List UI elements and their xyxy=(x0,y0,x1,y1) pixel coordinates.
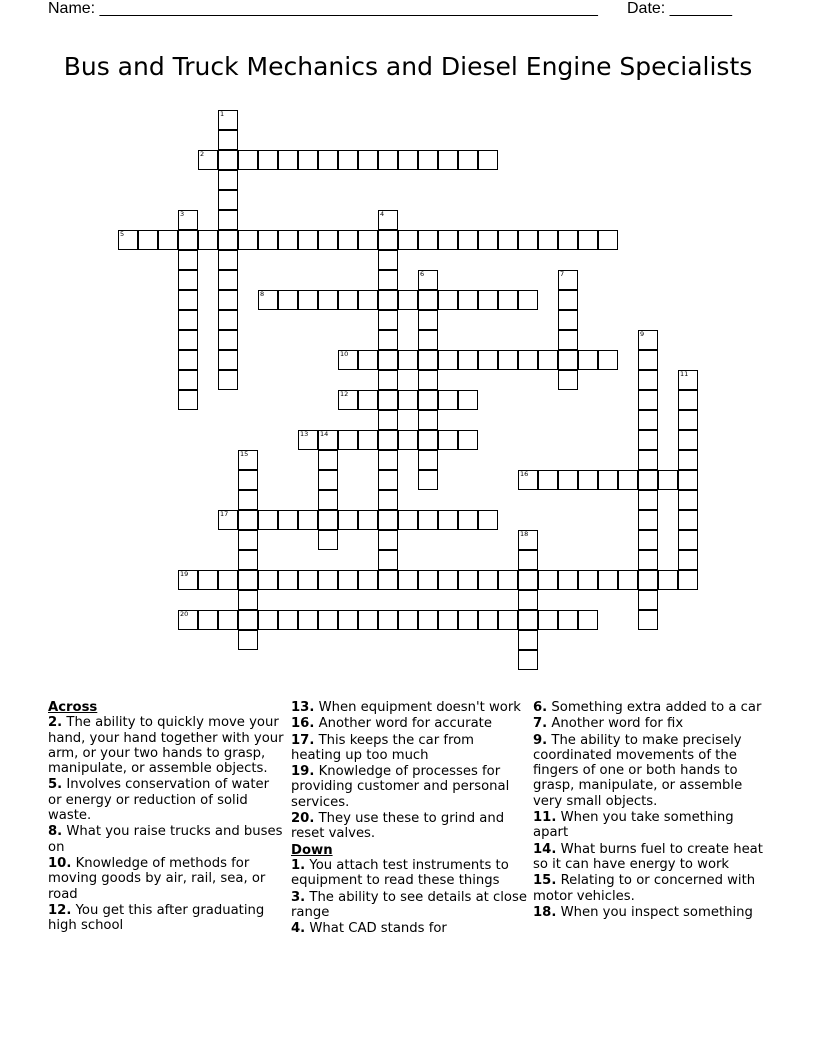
grid-cell[interactable] xyxy=(398,290,418,310)
grid-cell[interactable] xyxy=(458,150,478,170)
grid-cell[interactable] xyxy=(658,570,678,590)
grid-cell[interactable] xyxy=(378,610,398,630)
grid-cell[interactable] xyxy=(418,390,438,410)
grid-cell[interactable] xyxy=(478,570,498,590)
grid-cell[interactable] xyxy=(238,590,258,610)
grid-cell[interactable] xyxy=(498,610,518,630)
clue-number: 9 xyxy=(640,330,645,338)
clue-across-13: 13. When equipment doesn't work xyxy=(291,700,521,715)
grid-cell[interactable] xyxy=(638,370,658,390)
grid-cell[interactable] xyxy=(638,450,658,470)
grid-cell[interactable] xyxy=(118,230,138,250)
clue-down-6: 6. Something extra added to a car xyxy=(533,700,762,715)
grid-cell[interactable] xyxy=(218,370,238,390)
clue-number: 7 xyxy=(560,270,565,278)
grid-cell[interactable] xyxy=(178,290,198,310)
grid-cell[interactable] xyxy=(378,450,398,470)
grid-cell[interactable] xyxy=(458,430,478,450)
grid-cell[interactable] xyxy=(678,370,698,390)
clue-down-1: 1. You attach test instruments to equipment to read these things xyxy=(291,857,509,889)
grid-cell[interactable] xyxy=(478,290,498,310)
grid-cell[interactable] xyxy=(378,150,398,170)
grid-cell[interactable] xyxy=(278,510,298,530)
grid-cell[interactable] xyxy=(378,570,398,590)
grid-cell[interactable] xyxy=(378,370,398,390)
grid-cell[interactable] xyxy=(178,250,198,270)
grid-cell[interactable] xyxy=(458,570,478,590)
grid-cell[interactable] xyxy=(218,290,238,310)
clue-down-15: 15. Relating to or concerned with motor vehicles. xyxy=(533,873,756,904)
clues-column-2 xyxy=(291,700,527,937)
grid-cell[interactable] xyxy=(418,470,438,490)
clue-number: 5 xyxy=(120,230,125,238)
grid-cell[interactable] xyxy=(218,250,238,270)
grid-cell[interactable] xyxy=(578,470,598,490)
grid-cell[interactable] xyxy=(338,430,358,450)
grid-cell[interactable] xyxy=(438,230,458,250)
grid-cell[interactable] xyxy=(678,430,698,450)
grid-cell[interactable] xyxy=(358,510,378,530)
grid-cell[interactable] xyxy=(638,530,658,550)
grid-cell[interactable] xyxy=(258,570,278,590)
grid-cell[interactable] xyxy=(678,410,698,430)
grid-cell[interactable] xyxy=(358,570,378,590)
grid-cell[interactable] xyxy=(538,570,558,590)
date-field: Date: _______ xyxy=(627,0,732,17)
grid-cell[interactable] xyxy=(478,610,498,630)
grid-cell[interactable] xyxy=(338,290,358,310)
clue-number: 13 xyxy=(300,430,309,438)
grid-cell[interactable] xyxy=(358,290,378,310)
grid-cell[interactable] xyxy=(258,290,278,310)
grid-cell[interactable] xyxy=(378,430,398,450)
grid-cell[interactable] xyxy=(218,610,238,630)
grid-cell[interactable] xyxy=(298,230,318,250)
clue-down-4: 4. What CAD stands for xyxy=(291,921,447,937)
grid-cell[interactable] xyxy=(598,470,618,490)
grid-cell[interactable] xyxy=(278,610,298,630)
grid-cell[interactable] xyxy=(538,350,558,370)
grid-cell[interactable] xyxy=(238,450,258,470)
clue-number: 3 xyxy=(180,210,185,218)
grid-cell[interactable] xyxy=(218,310,238,330)
grid-cell[interactable] xyxy=(558,330,578,350)
grid-cell[interactable] xyxy=(358,230,378,250)
grid-cell[interactable] xyxy=(538,470,558,490)
grid-cell[interactable] xyxy=(378,210,398,230)
grid-cell[interactable] xyxy=(398,430,418,450)
grid-cell[interactable] xyxy=(518,630,538,650)
grid-cell[interactable] xyxy=(378,470,398,490)
grid-cell[interactable] xyxy=(238,490,258,510)
grid-cell[interactable] xyxy=(678,450,698,470)
grid-cell[interactable] xyxy=(298,570,318,590)
grid-cell[interactable] xyxy=(418,510,438,530)
grid-cell[interactable] xyxy=(378,330,398,350)
grid-cell[interactable] xyxy=(318,430,338,450)
grid-cell[interactable] xyxy=(418,350,438,370)
grid-cell[interactable] xyxy=(198,230,218,250)
clue-number: 16 xyxy=(520,470,529,478)
grid-cell[interactable] xyxy=(418,410,438,430)
grid-cell[interactable] xyxy=(338,390,358,410)
grid-cell[interactable] xyxy=(258,230,278,250)
grid-cell[interactable] xyxy=(378,290,398,310)
grid-cell[interactable] xyxy=(558,290,578,310)
grid-cell[interactable] xyxy=(558,270,578,290)
grid-cell[interactable] xyxy=(418,290,438,310)
clue-number: 2 xyxy=(200,150,205,158)
grid-cell[interactable] xyxy=(638,350,658,370)
grid-cell[interactable] xyxy=(238,470,258,490)
clue-across-2: 2. The ability to quickly move your hand, your hand together with your arm, or your two hands to grasp, manipulate, or assemble objects. xyxy=(48,715,284,777)
clue-across-17: 17. This keeps the car from heating up too much xyxy=(291,732,475,763)
grid-cell[interactable] xyxy=(678,490,698,510)
clue-down-14: 14. What burns fuel to create heat so it can have energy to work xyxy=(533,841,763,872)
grid-cell[interactable] xyxy=(218,170,238,190)
grid-cell[interactable] xyxy=(178,310,198,330)
grid-cell[interactable] xyxy=(378,530,398,550)
grid-cell[interactable] xyxy=(618,470,638,490)
grid-cell[interactable] xyxy=(318,230,338,250)
grid-cell[interactable] xyxy=(558,370,578,390)
grid-cell[interactable] xyxy=(558,230,578,250)
grid-cell[interactable] xyxy=(358,150,378,170)
grid-cell[interactable] xyxy=(378,490,398,510)
grid-cell[interactable] xyxy=(418,430,438,450)
grid-cell[interactable] xyxy=(378,250,398,270)
grid-cell[interactable] xyxy=(358,350,378,370)
grid-cell[interactable] xyxy=(398,150,418,170)
grid-cell[interactable] xyxy=(218,110,238,130)
grid-cell[interactable] xyxy=(418,450,438,470)
grid-cell[interactable] xyxy=(238,610,258,630)
grid-cell[interactable] xyxy=(518,230,538,250)
grid-cell[interactable] xyxy=(638,610,658,630)
grid-cell[interactable] xyxy=(158,230,178,250)
grid-cell[interactable] xyxy=(678,470,698,490)
grid-cell[interactable] xyxy=(438,290,458,310)
grid-cell[interactable] xyxy=(418,230,438,250)
grid-cell[interactable] xyxy=(638,550,658,570)
grid-cell[interactable] xyxy=(318,610,338,630)
grid-cell[interactable] xyxy=(398,230,418,250)
grid-cell[interactable] xyxy=(378,410,398,430)
grid-cell[interactable] xyxy=(218,510,238,530)
grid-cell[interactable] xyxy=(318,530,338,550)
grid-cell[interactable] xyxy=(638,330,658,350)
grid-cell[interactable] xyxy=(238,150,258,170)
grid-cell[interactable] xyxy=(358,430,378,450)
grid-cell[interactable] xyxy=(458,510,478,530)
grid-cell[interactable] xyxy=(578,230,598,250)
clue-across-12: 12. You get this after graduating high school xyxy=(48,902,265,934)
grid-cell[interactable] xyxy=(378,230,398,250)
clue-number: 11 xyxy=(680,370,689,378)
grid-cell[interactable] xyxy=(578,610,598,630)
clue-number: 1 xyxy=(220,110,225,118)
clue-across-5: 5. Involves conservation of water or energy or reduction of solid waste. xyxy=(48,777,270,824)
grid-cell[interactable] xyxy=(398,390,418,410)
grid-cell[interactable] xyxy=(138,230,158,250)
grid-cell[interactable] xyxy=(278,570,298,590)
grid-cell[interactable] xyxy=(638,390,658,410)
grid-cell[interactable] xyxy=(678,570,698,590)
grid-cell[interactable] xyxy=(178,270,198,290)
grid-cell[interactable] xyxy=(538,230,558,250)
grid-cell[interactable] xyxy=(338,610,358,630)
grid-cell[interactable] xyxy=(498,230,518,250)
grid-cell[interactable] xyxy=(318,570,338,590)
grid-cell[interactable] xyxy=(338,230,358,250)
grid-cell[interactable] xyxy=(638,490,658,510)
grid-cell[interactable] xyxy=(458,230,478,250)
grid-cell[interactable] xyxy=(518,470,538,490)
grid-cell[interactable] xyxy=(518,610,538,630)
grid-cell[interactable] xyxy=(678,550,698,570)
grid-cell[interactable] xyxy=(218,150,238,170)
grid-cell[interactable] xyxy=(478,150,498,170)
grid-cell[interactable] xyxy=(458,610,478,630)
grid-cell[interactable] xyxy=(518,590,538,610)
clue-across-16: 16. Another word for accurate xyxy=(291,716,492,732)
grid-cell[interactable] xyxy=(558,350,578,370)
grid-cell[interactable] xyxy=(178,370,198,390)
grid-cell[interactable] xyxy=(638,470,658,490)
grid-cell[interactable] xyxy=(218,210,238,230)
grid-cell[interactable] xyxy=(298,290,318,310)
clue-number: 20 xyxy=(180,610,189,618)
grid-cell[interactable] xyxy=(378,390,398,410)
grid-cell[interactable] xyxy=(518,530,538,550)
grid-cell[interactable] xyxy=(518,650,538,670)
grid-cell[interactable] xyxy=(218,330,238,350)
grid-cell[interactable] xyxy=(178,570,198,590)
grid-cell[interactable] xyxy=(458,390,478,410)
grid-cell[interactable] xyxy=(378,550,398,570)
grid-cell[interactable] xyxy=(298,510,318,530)
clue-number: 4 xyxy=(380,210,385,218)
grid-cell[interactable] xyxy=(218,230,238,250)
grid-cell[interactable] xyxy=(298,150,318,170)
grid-cell[interactable] xyxy=(378,510,398,530)
grid-cell[interactable] xyxy=(518,570,538,590)
grid-cell[interactable] xyxy=(438,430,458,450)
puzzle-title: Bus and Truck Mechanics and Diesel Engine Specialists xyxy=(63,52,753,81)
grid-cell[interactable] xyxy=(318,450,338,470)
grid-cell[interactable] xyxy=(558,470,578,490)
grid-cell[interactable] xyxy=(458,350,478,370)
grid-cell[interactable] xyxy=(438,150,458,170)
clues-column-3 xyxy=(533,700,769,921)
grid-cell[interactable] xyxy=(438,390,458,410)
grid-cell[interactable] xyxy=(458,290,478,310)
grid-cell[interactable] xyxy=(518,290,538,310)
grid-cell[interactable] xyxy=(418,150,438,170)
grid-cell[interactable] xyxy=(638,430,658,450)
name-field: Name: ________________________________________________________ xyxy=(48,0,598,17)
grid-cell[interactable] xyxy=(358,390,378,410)
grid-cell[interactable] xyxy=(438,610,458,630)
grid-cell[interactable] xyxy=(418,370,438,390)
grid-cell[interactable] xyxy=(358,610,378,630)
grid-cell[interactable] xyxy=(198,610,218,630)
grid-cell[interactable] xyxy=(238,550,258,570)
grid-cell[interactable] xyxy=(398,570,418,590)
grid-cell[interactable] xyxy=(558,310,578,330)
grid-cell[interactable] xyxy=(398,510,418,530)
grid-cell[interactable] xyxy=(618,570,638,590)
clue-number: 6 xyxy=(420,270,425,278)
grid-cell[interactable] xyxy=(598,230,618,250)
grid-cell[interactable] xyxy=(498,350,518,370)
clue-across-8: 8. What you raise trucks and buses on xyxy=(48,824,283,855)
clue-number: 17 xyxy=(220,510,229,518)
grid-cell[interactable] xyxy=(558,570,578,590)
grid-cell[interactable] xyxy=(678,390,698,410)
clue-number: 12 xyxy=(340,390,349,398)
grid-cell[interactable] xyxy=(378,270,398,290)
clue-across-20: 20. They use these to grind and reset valves. xyxy=(291,811,505,842)
grid-cell[interactable] xyxy=(278,150,298,170)
clue-number: 8 xyxy=(260,290,265,298)
grid-cell[interactable] xyxy=(478,350,498,370)
across-heading: Across xyxy=(48,700,98,715)
grid-cell[interactable] xyxy=(438,350,458,370)
grid-cell[interactable] xyxy=(598,570,618,590)
grid-cell[interactable] xyxy=(418,310,438,330)
grid-cell[interactable] xyxy=(498,570,518,590)
grid-cell[interactable] xyxy=(218,350,238,370)
clue-across-10: 10. Knowledge of methods for moving goods by air, rail, sea, or road xyxy=(48,855,266,902)
grid-cell[interactable] xyxy=(238,630,258,650)
clue-number: 14 xyxy=(320,430,329,438)
grid-cell[interactable] xyxy=(518,350,538,370)
clue-down-7: 7. Another word for fix xyxy=(533,716,684,732)
grid-cell[interactable] xyxy=(638,590,658,610)
grid-cell[interactable] xyxy=(178,210,198,230)
grid-cell[interactable] xyxy=(598,350,618,370)
grid-cell[interactable] xyxy=(638,510,658,530)
grid-cell[interactable] xyxy=(638,570,658,590)
clue-number: 19 xyxy=(180,570,189,578)
grid-cell[interactable] xyxy=(418,330,438,350)
clue-number: 15 xyxy=(240,450,249,458)
grid-cell[interactable] xyxy=(198,570,218,590)
grid-cell[interactable] xyxy=(218,270,238,290)
grid-cell[interactable] xyxy=(178,230,198,250)
grid-cell[interactable] xyxy=(558,610,578,630)
grid-cell[interactable] xyxy=(298,610,318,630)
grid-cell[interactable] xyxy=(418,570,438,590)
grid-cell[interactable] xyxy=(338,350,358,370)
clue-down-9: 9. The ability to make precisely coordinated movements of the fingers of one or both hands to grasp, manipulate, or assemble very small objects. xyxy=(533,732,743,809)
clue-number: 18 xyxy=(520,530,529,538)
grid-cell[interactable] xyxy=(238,530,258,550)
grid-cell[interactable] xyxy=(278,290,298,310)
grid-cell[interactable] xyxy=(198,150,218,170)
clue-number: 10 xyxy=(340,350,349,358)
grid-cell[interactable] xyxy=(478,510,498,530)
grid-cell[interactable] xyxy=(218,130,238,150)
grid-cell[interactable] xyxy=(498,290,518,310)
clue-down-11: 11. When you take something apart xyxy=(533,810,734,841)
clue-down-18: 18. When you inspect something xyxy=(533,904,753,920)
grid-cell[interactable] xyxy=(538,610,558,630)
grid-cell[interactable] xyxy=(258,610,278,630)
grid-cell[interactable] xyxy=(658,470,678,490)
grid-cell[interactable] xyxy=(178,350,198,370)
grid-cell[interactable] xyxy=(178,610,198,630)
grid-cell[interactable] xyxy=(438,570,458,590)
grid-cell[interactable] xyxy=(318,510,338,530)
grid-cell[interactable] xyxy=(418,610,438,630)
grid-cell[interactable] xyxy=(398,610,418,630)
grid-cell[interactable] xyxy=(278,230,298,250)
grid-cell[interactable] xyxy=(258,510,278,530)
grid-cell[interactable] xyxy=(578,570,598,590)
grid-cell[interactable] xyxy=(258,150,278,170)
grid-cell[interactable] xyxy=(238,230,258,250)
grid-cell[interactable] xyxy=(578,350,598,370)
grid-cell[interactable] xyxy=(298,430,318,450)
grid-cell[interactable] xyxy=(338,150,358,170)
grid-cell[interactable] xyxy=(638,410,658,430)
grid-cell[interactable] xyxy=(318,290,338,310)
grid-cell[interactable] xyxy=(318,470,338,490)
grid-cell[interactable] xyxy=(218,190,238,210)
grid-cell[interactable] xyxy=(418,270,438,290)
grid-cell[interactable] xyxy=(678,510,698,530)
clues-column-1 xyxy=(48,700,284,934)
grid-cell[interactable] xyxy=(398,350,418,370)
grid-cell[interactable] xyxy=(338,570,358,590)
down-heading: Down xyxy=(291,842,333,858)
grid-cell[interactable] xyxy=(438,510,458,530)
grid-cell[interactable] xyxy=(218,570,238,590)
grid-cell[interactable] xyxy=(318,150,338,170)
grid-cell[interactable] xyxy=(238,510,258,530)
grid-cell[interactable] xyxy=(478,230,498,250)
grid-cell[interactable] xyxy=(378,310,398,330)
grid-cell[interactable] xyxy=(238,570,258,590)
grid-cell[interactable] xyxy=(338,510,358,530)
grid-cell[interactable] xyxy=(678,530,698,550)
grid-cell[interactable] xyxy=(178,330,198,350)
grid-cell[interactable] xyxy=(518,550,538,570)
clue-across-19: 19. Knowledge of processes for providing customer and personal services. xyxy=(291,764,510,810)
grid-cell[interactable] xyxy=(378,350,398,370)
clue-down-3: 3. The ability to see details at close range xyxy=(291,889,527,920)
grid-cell[interactable] xyxy=(318,490,338,510)
grid-cell[interactable] xyxy=(178,390,198,410)
